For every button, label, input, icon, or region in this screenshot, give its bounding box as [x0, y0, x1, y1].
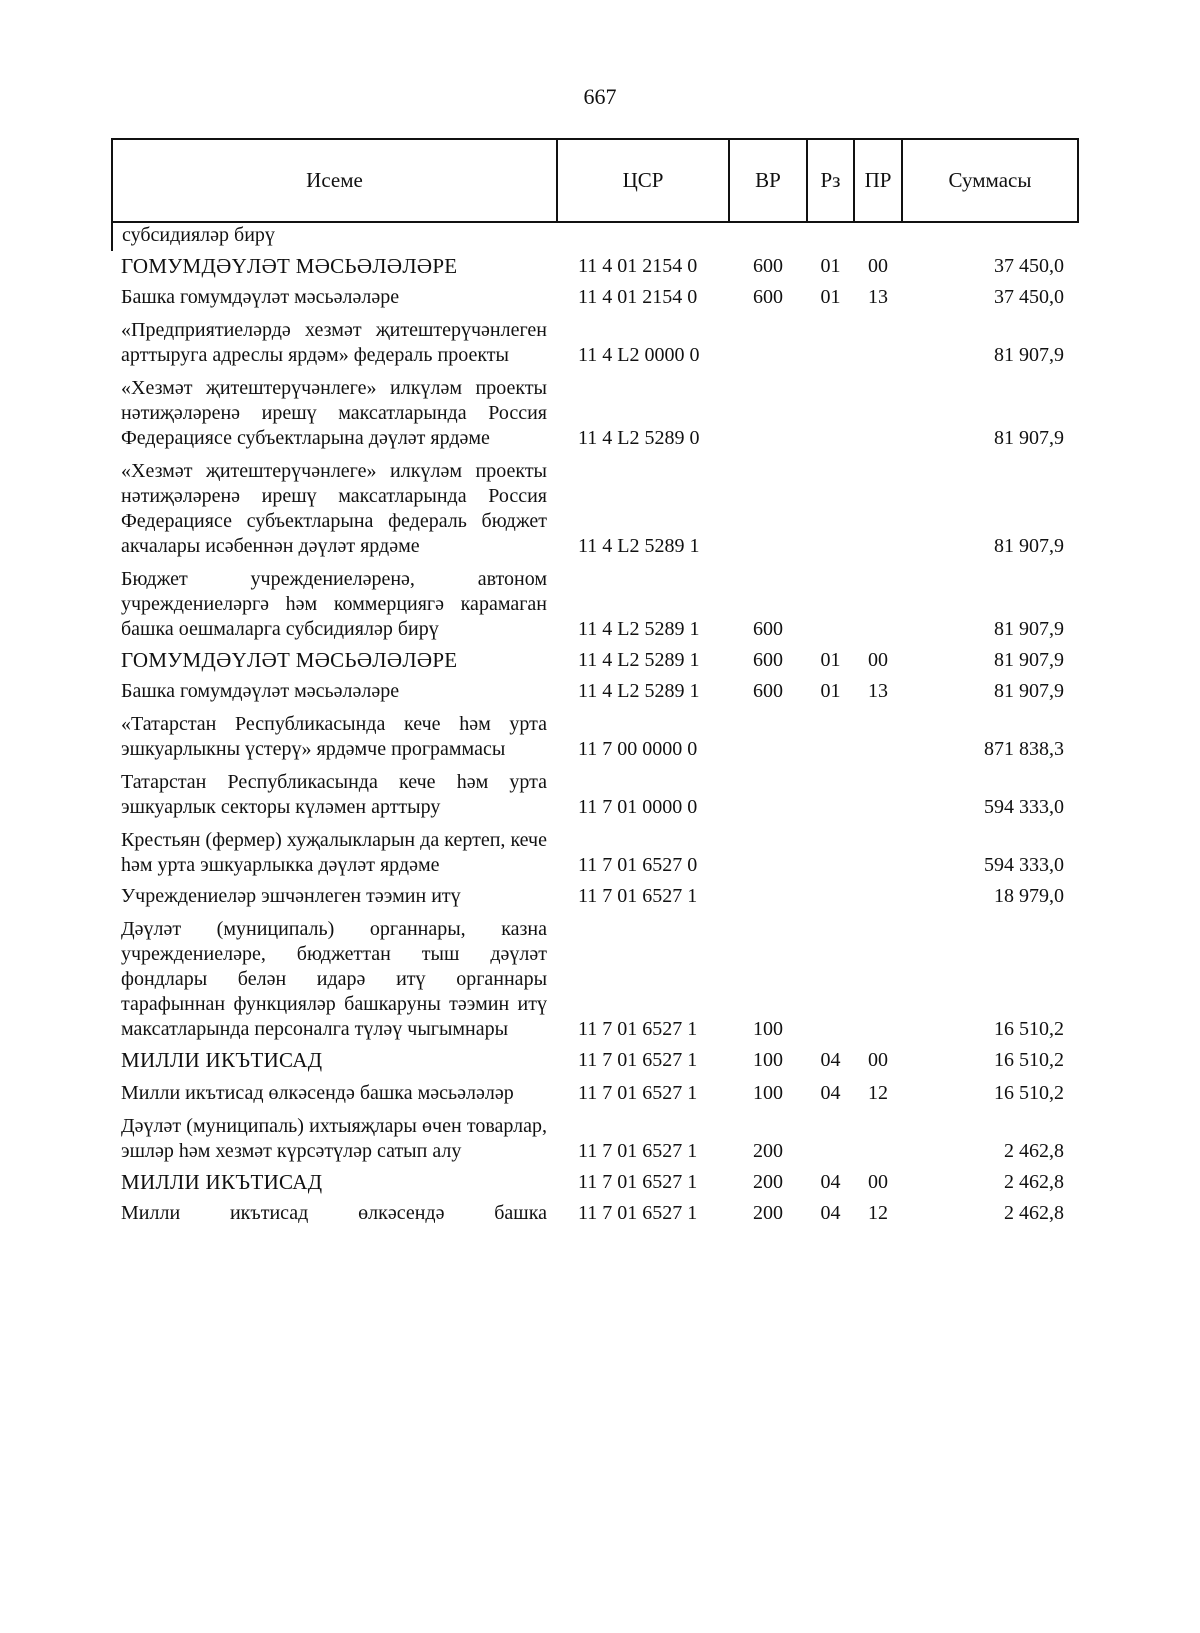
row-csr: 11 7 01 6527 0: [578, 854, 698, 876]
table-row: [112, 676, 1078, 707]
table-header: [112, 139, 1078, 222]
row-sum: 16 510,2: [994, 1082, 1064, 1104]
row-rz: [807, 313, 854, 371]
table-row: [112, 881, 1078, 912]
row-rz: [807, 1109, 854, 1167]
row-name: Дәүләт (муниципаль) ихтыяҗлары өчен товарлар, эшләр һәм хезмәт күрсәтүләр сатып алу: [121, 1115, 547, 1162]
row-rz: [807, 823, 854, 881]
row-csr: 11 7 00 0000 0: [578, 738, 698, 760]
row-name: Милли икътисад өлкәсендә башка мәсьәләләр: [121, 1082, 514, 1104]
row-vr: [729, 313, 807, 371]
row-sum: 16 510,2: [994, 1049, 1064, 1071]
row-vr: [729, 371, 807, 454]
row-vr: [729, 454, 807, 562]
row-pr: [854, 1109, 902, 1167]
row-rz: 01: [820, 680, 841, 702]
row-vr: [729, 222, 807, 251]
row-name: Учреждениеләр эшчәнлеген тәэмин итү: [121, 885, 461, 907]
row-sum: 16 510,2: [994, 1018, 1064, 1040]
row-sum: 37 450,0: [994, 255, 1064, 277]
row-pr: 13: [868, 680, 888, 702]
row-name: Крестьян (фермер) хуҗалыкларын да кертеп, кече һәм урта эшкуарлыкка дәүләт ярдәме: [121, 829, 547, 876]
table-row: [112, 823, 1078, 881]
row-csr: 11 7 01 6527 1: [578, 1202, 698, 1224]
row-csr: 11 4 L2 5289 1: [578, 535, 700, 557]
budget-table: [111, 138, 1079, 1229]
row-sum: 2 462,8: [1004, 1171, 1064, 1193]
row-pr: [854, 371, 902, 454]
row-pr: [854, 823, 902, 881]
row-sum: 81 907,9: [994, 649, 1064, 671]
row-rz: [807, 912, 854, 1045]
row-vr: 100: [753, 1049, 783, 1071]
table-row: [112, 454, 1078, 562]
row-vr: 200: [753, 1140, 783, 1162]
row-name: МИЛЛИ ИКЪТИСАД: [121, 1048, 323, 1072]
row-pr: [854, 222, 902, 251]
row-vr: 600: [753, 255, 783, 277]
row-vr: 200: [753, 1202, 783, 1224]
row-rz: 04: [820, 1171, 841, 1193]
row-name: Татарстан Республикасында кече һәм урта эшкуарлык секторы күләмен арттыру: [121, 771, 547, 818]
row-pr: [854, 881, 902, 912]
row-sum: 2 462,8: [1004, 1140, 1064, 1162]
table-row: [112, 371, 1078, 454]
row-rz: [807, 222, 854, 251]
row-pr: [854, 313, 902, 371]
row-vr: 200: [753, 1171, 783, 1193]
table-row: [112, 765, 1078, 823]
row-csr: 11 7 01 6527 1: [578, 1018, 698, 1040]
row-rz: 01: [820, 649, 841, 671]
row-vr: 100: [753, 1018, 783, 1040]
row-pr: [854, 707, 902, 765]
row-pr: 00: [868, 255, 888, 277]
row-name: Дәүләт (муниципаль) органнары, казна учреждениеләре, бюджеттан тыш дәүләт фондлары белән идарә итү органнары тарафыннан функцияләр башкаруны тәэмин итү максатларында персоналга түләү чыгымнары: [121, 918, 547, 1040]
header-sum: Суммасы: [902, 139, 1078, 222]
row-pr: [854, 454, 902, 562]
header-pr: ПР: [854, 139, 902, 222]
row-name: МИЛЛИ ИКЪТИСАД: [121, 1170, 323, 1194]
row-csr: 11 4 L2 5289 1: [578, 649, 700, 671]
row-name: ГОМУМДӘҮЛӘТ МӘСЬӘЛӘЛӘРЕ: [121, 648, 458, 672]
row-vr: [729, 707, 807, 765]
table-row: [112, 1109, 1078, 1167]
row-csr: 11 4 L2 5289 0: [578, 427, 700, 449]
row-rz: [807, 371, 854, 454]
table-row: [112, 1076, 1078, 1109]
row-rz: 04: [820, 1082, 841, 1104]
row-sum: 81 907,9: [994, 680, 1064, 702]
row-csr: 11 4 L2 5289 1: [578, 618, 700, 640]
page-number: 667: [583, 84, 617, 109]
row-sum: 2 462,8: [1004, 1202, 1064, 1224]
row-sum: 81 907,9: [994, 344, 1064, 366]
row-csr: 11 7 01 6527 1: [578, 1171, 698, 1193]
table-row: [112, 282, 1078, 313]
row-vr: 100: [753, 1082, 783, 1104]
row-name: «Предприятиеләрдә хезмәт җитештерүчәнлеген арттыруга адреслы ярдәм» федераль проекты: [121, 319, 547, 366]
table-row: [112, 562, 1078, 645]
header-rz: Рз: [807, 139, 854, 222]
row-rz: 01: [820, 255, 841, 277]
row-vr: 600: [753, 618, 783, 640]
row-sum: [902, 222, 1078, 251]
row-csr: 11 7 01 6527 1: [578, 1049, 698, 1071]
row-sum: 81 907,9: [994, 427, 1064, 449]
row-pr: 00: [868, 649, 888, 671]
row-csr: 11 4 L2 5289 1: [578, 680, 700, 702]
row-rz: [807, 562, 854, 645]
row-csr: 11 4 L2 0000 0: [578, 344, 700, 366]
row-name: Башка гомумдәүләт мәсьәләләре: [121, 680, 400, 702]
table-row: [112, 1198, 1078, 1229]
row-name: «Татарстан Республикасында кече һәм урта эшкуарлыкны үстерү» ярдәмче программасы: [121, 713, 547, 760]
row-name: Башка гомумдәүләт мәсьәләләре: [121, 286, 400, 308]
row-rz: [807, 881, 854, 912]
table-row: [112, 222, 1078, 251]
row-sum: 594 333,0: [984, 796, 1064, 818]
table-row: [112, 1045, 1078, 1076]
row-pr: 00: [868, 1171, 888, 1193]
row-sum: 594 333,0: [984, 854, 1064, 876]
row-pr: [854, 562, 902, 645]
row-csr: 11 7 01 6527 1: [578, 1140, 698, 1162]
row-name: «Хезмәт җитештерүчәнлеге» илкүләм проекты нәтиҗәләренә ирешү максатларында Россия Федерациясе субъектларына федераль бюджет акчалары исәбеннән дәүләт ярдәме: [121, 460, 547, 557]
row-name: Бюджет учреждениеләренә, автоном учреждениеләргә һәм коммерциягә карамаган башка оешмаларга субсидияләр бирү: [121, 568, 547, 640]
row-pr: 13: [868, 286, 888, 308]
row-vr: [729, 765, 807, 823]
row-rz: 04: [820, 1202, 841, 1224]
header-csr: ЦСР: [557, 139, 729, 222]
table-row: [112, 645, 1078, 676]
row-sum: 37 450,0: [994, 286, 1064, 308]
row-vr: 600: [753, 680, 783, 702]
row-name: «Хезмәт җитештерүчәнлеге» илкүләм проекты нәтиҗәләренә ирешү максатларында Россия Федерациясе субъектларына дәүләт ярдәме: [121, 377, 547, 449]
table-row: [112, 251, 1078, 282]
row-csr: 11 4 01 2154 0: [578, 255, 698, 277]
row-csr: 11 7 01 6527 1: [578, 1082, 698, 1104]
header-name: Исеме: [112, 139, 557, 222]
row-sum: 871 838,3: [984, 738, 1064, 760]
table-row: [112, 313, 1078, 371]
row-name: субсидияләр бирү: [112, 222, 557, 251]
row-pr: 12: [868, 1202, 888, 1224]
row-sum: 81 907,9: [994, 535, 1064, 557]
table-row: [112, 1167, 1078, 1198]
row-pr: 00: [868, 1049, 888, 1071]
row-name: Милли икътисад өлкәсендә башка: [121, 1202, 547, 1224]
row-pr: 12: [868, 1082, 888, 1104]
row-csr: 11 7 01 6527 1: [578, 885, 698, 907]
row-rz: [807, 707, 854, 765]
header-vr: ВР: [729, 139, 807, 222]
table-row: [112, 912, 1078, 1045]
row-vr: [729, 823, 807, 881]
row-rz: 04: [820, 1049, 841, 1071]
row-pr: [854, 765, 902, 823]
row-vr: [729, 881, 807, 912]
row-vr: 600: [753, 286, 783, 308]
row-csr: 11 7 01 0000 0: [578, 796, 698, 818]
row-rz: [807, 454, 854, 562]
row-csr: [557, 222, 729, 251]
row-sum: 18 979,0: [994, 885, 1064, 907]
row-name: ГОМУМДӘҮЛӘТ МӘСЬӘЛӘЛӘРЕ: [121, 254, 458, 278]
row-sum: 81 907,9: [994, 618, 1064, 640]
table-body: [112, 222, 1078, 1229]
row-csr: 11 4 01 2154 0: [578, 286, 698, 308]
table-row: [112, 707, 1078, 765]
row-rz: [807, 765, 854, 823]
row-vr: 600: [753, 649, 783, 671]
row-rz: 01: [820, 286, 841, 308]
row-pr: [854, 912, 902, 1045]
